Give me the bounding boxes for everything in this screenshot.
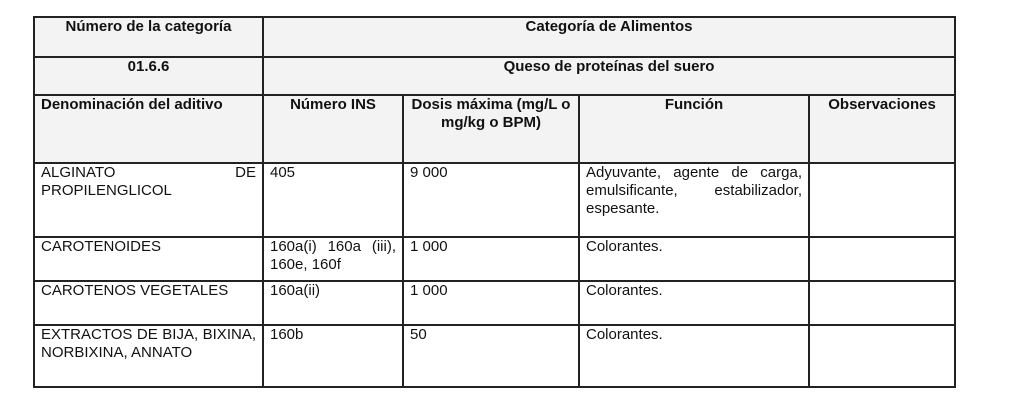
function-cell: Colorantes.	[579, 325, 809, 387]
observations-cell	[809, 281, 955, 325]
category-number: 01.6.6	[34, 57, 263, 95]
ins-number-cell: 160a(ii)	[263, 281, 403, 325]
function-cell: Colorantes.	[579, 237, 809, 281]
table-row	[34, 325, 955, 387]
additive-name-cell: ALGINATO DE PROPILENGLICOL	[34, 163, 263, 237]
observations-cell	[809, 325, 955, 387]
ins-number-cell: 160a(i) 160a (iii), 160e, 160f	[263, 237, 403, 281]
column-header-dose: Dosis máxima (mg/L o mg/kg o BPM)	[403, 95, 579, 163]
column-header-additive: Denominación del aditivo	[34, 95, 263, 163]
column-header-ins: Número INS	[263, 95, 403, 163]
column-header-row	[34, 95, 955, 163]
observations-cell	[809, 237, 955, 281]
dose-cell: 50	[403, 325, 579, 387]
additive-name-cell: EXTRACTOS DE BIJA, BIXINA, NORBIXINA, ANNATO	[34, 325, 263, 387]
column-header-observations: Observaciones	[809, 95, 955, 163]
table-row	[34, 163, 955, 237]
dose-cell: 9 000	[403, 163, 579, 237]
table-row	[34, 281, 955, 325]
category-number-label: Número de la categoría	[34, 17, 263, 57]
category-value-row	[34, 57, 955, 95]
table-row	[34, 237, 955, 281]
food-category-label: Categoría de Alimentos	[263, 17, 955, 57]
function-cell: Colorantes.	[579, 281, 809, 325]
observations-cell	[809, 163, 955, 237]
ins-number-cell: 160b	[263, 325, 403, 387]
additives-table	[33, 16, 956, 388]
additive-name-cell: CAROTENOS VEGETALES	[34, 281, 263, 325]
category-header-row	[34, 17, 955, 57]
function-cell: Adyuvante, agente de carga, emulsificante, estabilizador, espesante.	[579, 163, 809, 237]
column-header-function: Función	[579, 95, 809, 163]
category-name: Queso de proteínas del suero	[263, 57, 955, 95]
dose-cell: 1 000	[403, 281, 579, 325]
additive-name-cell: CAROTENOIDES	[34, 237, 263, 281]
dose-cell: 1 000	[403, 237, 579, 281]
ins-number-cell: 405	[263, 163, 403, 237]
